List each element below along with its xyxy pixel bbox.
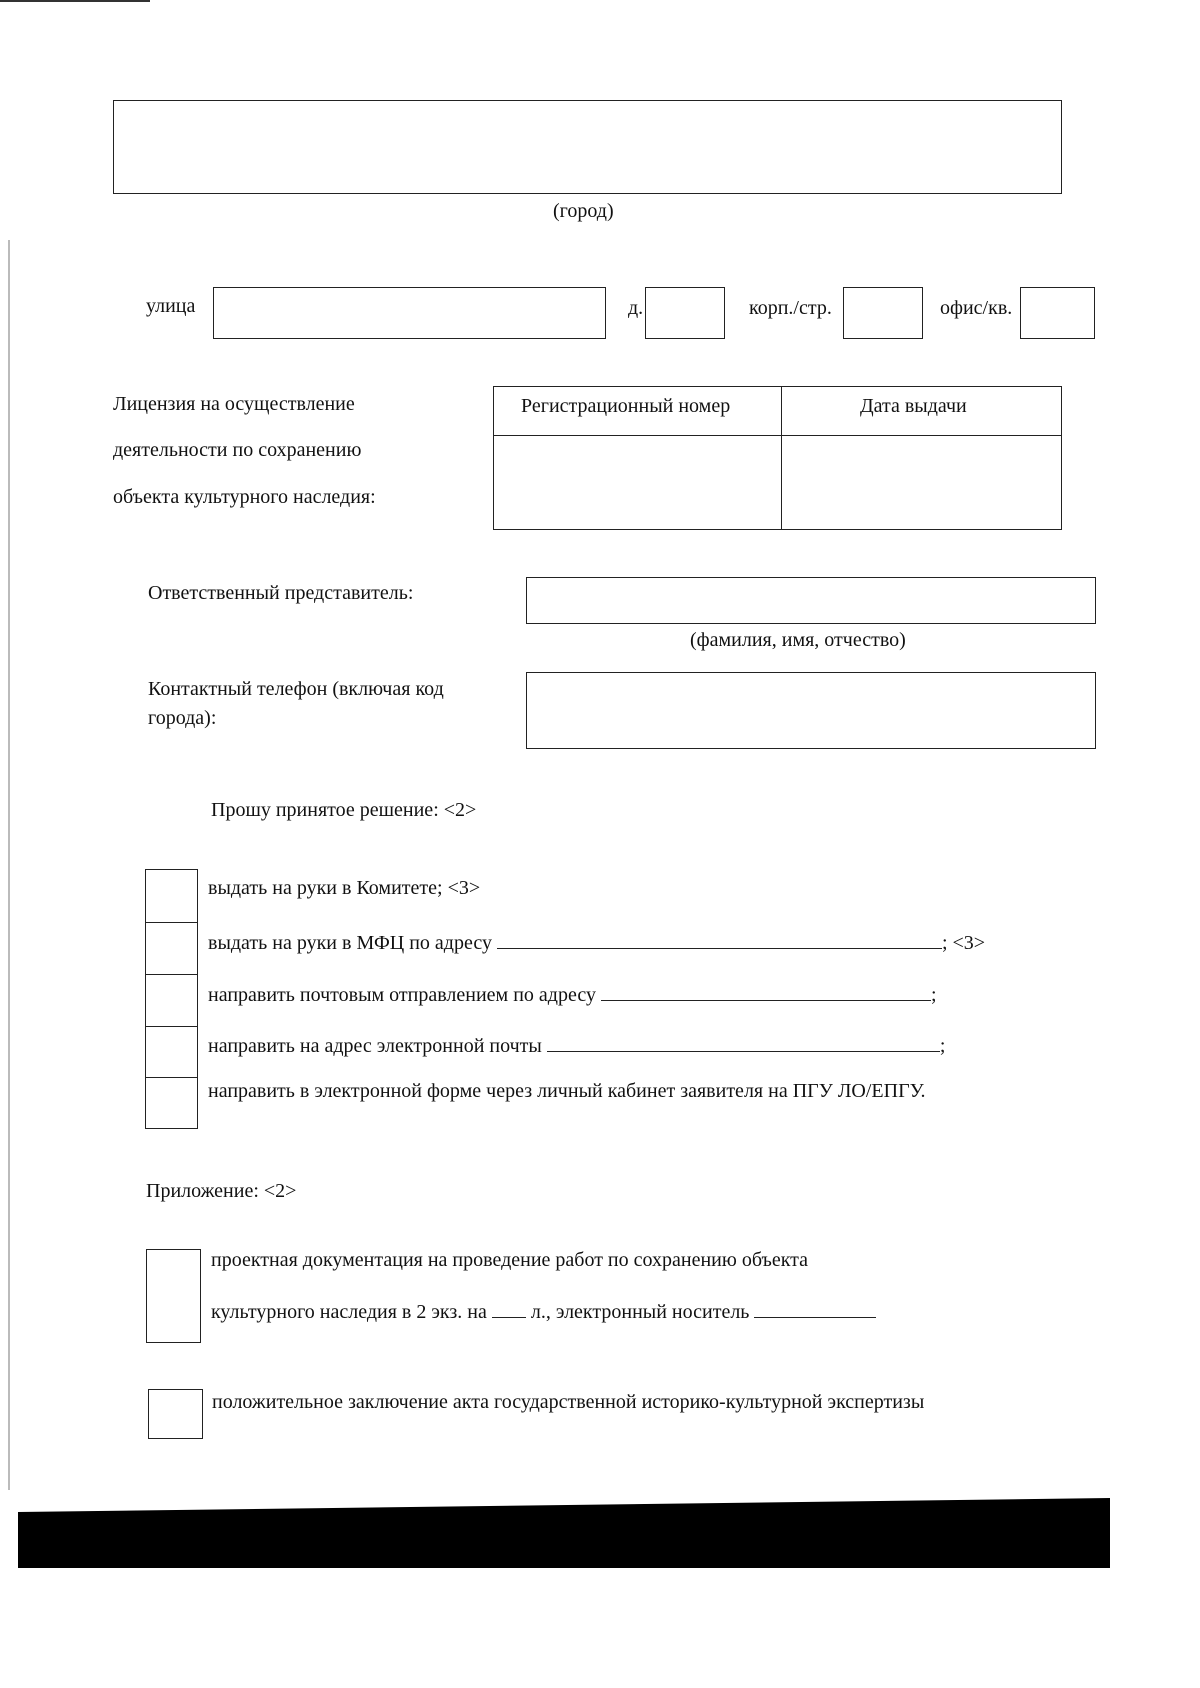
decision-heading: Прошу принятое решение: <2> [211,799,477,821]
scan-edge-left [8,240,10,1490]
attachment-project-docs-line-2a: культурного наследия в 2 экз. на [211,1301,487,1323]
office-label: офис/кв. [940,297,1013,319]
decision-option-post: направить почтовым отправлением по адресу [208,984,596,1006]
scan-edge-top [0,0,150,2]
attachment-project-docs-line-2b: л., электронный носитель [530,1301,750,1323]
decision-option-post-row [208,982,937,1005]
decision-option-email-suffix: ; [939,1035,946,1057]
post-address-blank[interactable] [601,982,931,1001]
building-label: корп./стр. [749,297,832,319]
attachment-expertise: положительное заключение акта государственной историко-культурной экспертизы [212,1391,925,1413]
attachment-checkbox-expertise[interactable] [148,1389,203,1439]
office-field[interactable] [1020,287,1095,339]
email-blank[interactable] [547,1033,940,1052]
license-label-line-2: деятельности по сохранению [113,439,362,461]
license-issue-date-cell[interactable] [782,436,1061,529]
house-field[interactable] [645,287,725,339]
attachment-project-docs-line-2-row [211,1299,876,1322]
street-label: улица [146,295,196,317]
decision-option-post-suffix: ; [930,984,937,1006]
city-field[interactable] [113,100,1062,194]
house-label: д. [628,297,644,319]
phone-field[interactable] [526,672,1096,749]
decision-checkbox-post[interactable] [145,974,198,1027]
license-label-line-3: объекта культурного наследия: [113,486,376,508]
city-caption: (город) [553,200,614,222]
representative-field[interactable] [526,577,1096,624]
decision-checkbox-email[interactable] [145,1026,198,1078]
representative-caption: (фамилия, имя, отчество) [690,629,906,651]
decision-option-mfc-row [208,930,985,953]
phone-label-line-1: Контактный телефон (включая код [148,678,444,700]
decision-option-email: направить на адрес электронной почты [208,1035,542,1057]
sheets-count-blank[interactable] [492,1299,526,1318]
attachment-project-docs-line-1: проектная документация на проведение работ по сохранению объекта [211,1249,809,1271]
attachments-heading: Приложение: <2> [146,1180,297,1202]
phone-label-line-2: города): [148,707,217,729]
decision-checkbox-committee[interactable] [145,869,198,923]
media-blank[interactable] [754,1299,876,1318]
decision-checkbox-portal[interactable] [145,1077,198,1129]
street-field[interactable] [213,287,606,339]
license-issue-date-header: Дата выдачи [860,395,967,417]
building-field[interactable] [843,287,923,339]
decision-option-mfc: выдать на руки в МФЦ по адресу [208,932,492,954]
attachment-checkbox-project-docs[interactable] [146,1249,201,1343]
license-label-line-1: Лицензия на осуществление [113,393,355,415]
decision-checkbox-mfc[interactable] [145,922,198,975]
decision-option-committee: выдать на руки в Комитете; <3> [208,877,481,899]
license-table [493,386,1062,530]
mfc-address-blank[interactable] [497,930,942,949]
decision-option-email-row [208,1033,945,1056]
decision-option-mfc-suffix: ; <3> [941,932,986,954]
representative-label: Ответственный представитель: [148,582,414,604]
license-reg-number-cell[interactable] [494,436,780,529]
decision-option-portal: направить в электронной форме через личный кабинет заявителя на ПГУ ЛО/ЕПГУ. [208,1080,926,1102]
scan-edge-bottom [18,1498,1110,1568]
license-reg-number-header: Регистрационный номер [521,395,731,417]
